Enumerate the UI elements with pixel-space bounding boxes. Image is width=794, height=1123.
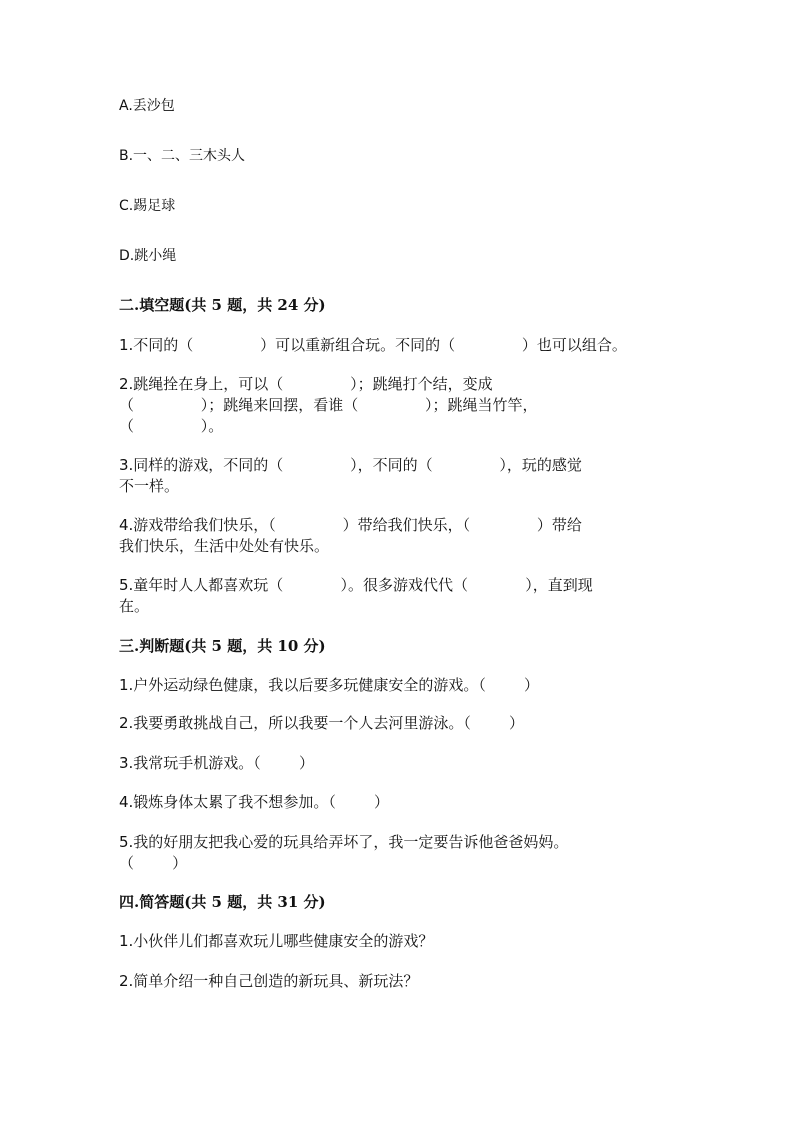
judge-question-4: 4.锻炼身体太累了我不想参加。（ ） xyxy=(119,793,389,811)
judge-question-1: 1.户外运动绿色健康，我以后要多玩健康安全的游戏。（ ） xyxy=(119,676,539,694)
option-d: D.跳小绳 xyxy=(119,248,177,264)
option-a: A.丢沙包 xyxy=(119,98,175,114)
judge-question-2: 2.我要勇敢挑战自己，所以我要一个人去河里游泳。（ ） xyxy=(119,714,524,732)
option-c: C.踢足球 xyxy=(119,198,176,214)
fill-question-4-line-1: 4.游戏带给我们快乐，（ ）带给我们快乐，（ ）带给 xyxy=(119,516,582,534)
option-b: B.一、二、三木头人 xyxy=(119,148,246,164)
fill-question-2-line-1: 2.跳绳拴在身上，可以（ ）；跳绳打个结，变成 xyxy=(119,375,493,393)
short-answer-question-1: 1.小伙伴儿们都喜欢玩儿哪些健康安全的游戏？ xyxy=(119,932,434,950)
judge-question-5-line-2: （ ） xyxy=(119,854,188,872)
section-heading-fill-blank: 二.填空题(共 5 题，共 24 分) xyxy=(119,296,326,314)
judge-question-5-line-1: 5.我的好朋友把我心爱的玩具给弄坏了，我一定要告诉他爸爸妈妈。 xyxy=(119,833,569,851)
fill-question-3-line-2: 不一样。 xyxy=(119,477,180,495)
section-heading-true-false: 三.判断题(共 5 题，共 10 分) xyxy=(119,637,326,655)
fill-question-3-line-1: 3.同样的游戏，不同的（ ），不同的（ ），玩的感觉 xyxy=(119,456,582,474)
fill-question-2-line-2: （ ）；跳绳来回摆，看谁（ ）；跳绳当竹竿， xyxy=(119,396,538,414)
judge-question-3: 3.我常玩手机游戏。（ ） xyxy=(119,754,314,772)
short-answer-question-2: 2.简单介绍一种自己创造的新玩具、新玩法？ xyxy=(119,972,419,990)
fill-question-4-line-2: 我们快乐，生活中处处有快乐。 xyxy=(119,537,330,555)
fill-question-1: 1.不同的（ ）可以重新组合玩。不同的（ ）也可以组合。 xyxy=(119,336,627,354)
section-heading-short-answer: 四.简答题(共 5 题，共 31 分) xyxy=(119,893,326,911)
fill-question-5-line-1: 5.童年时人人都喜欢玩（ ）。很多游戏代代（ ），直到现 xyxy=(119,576,593,594)
fill-question-2-line-3: （ ）。 xyxy=(119,417,224,435)
fill-question-5-line-2: 在。 xyxy=(119,597,150,615)
